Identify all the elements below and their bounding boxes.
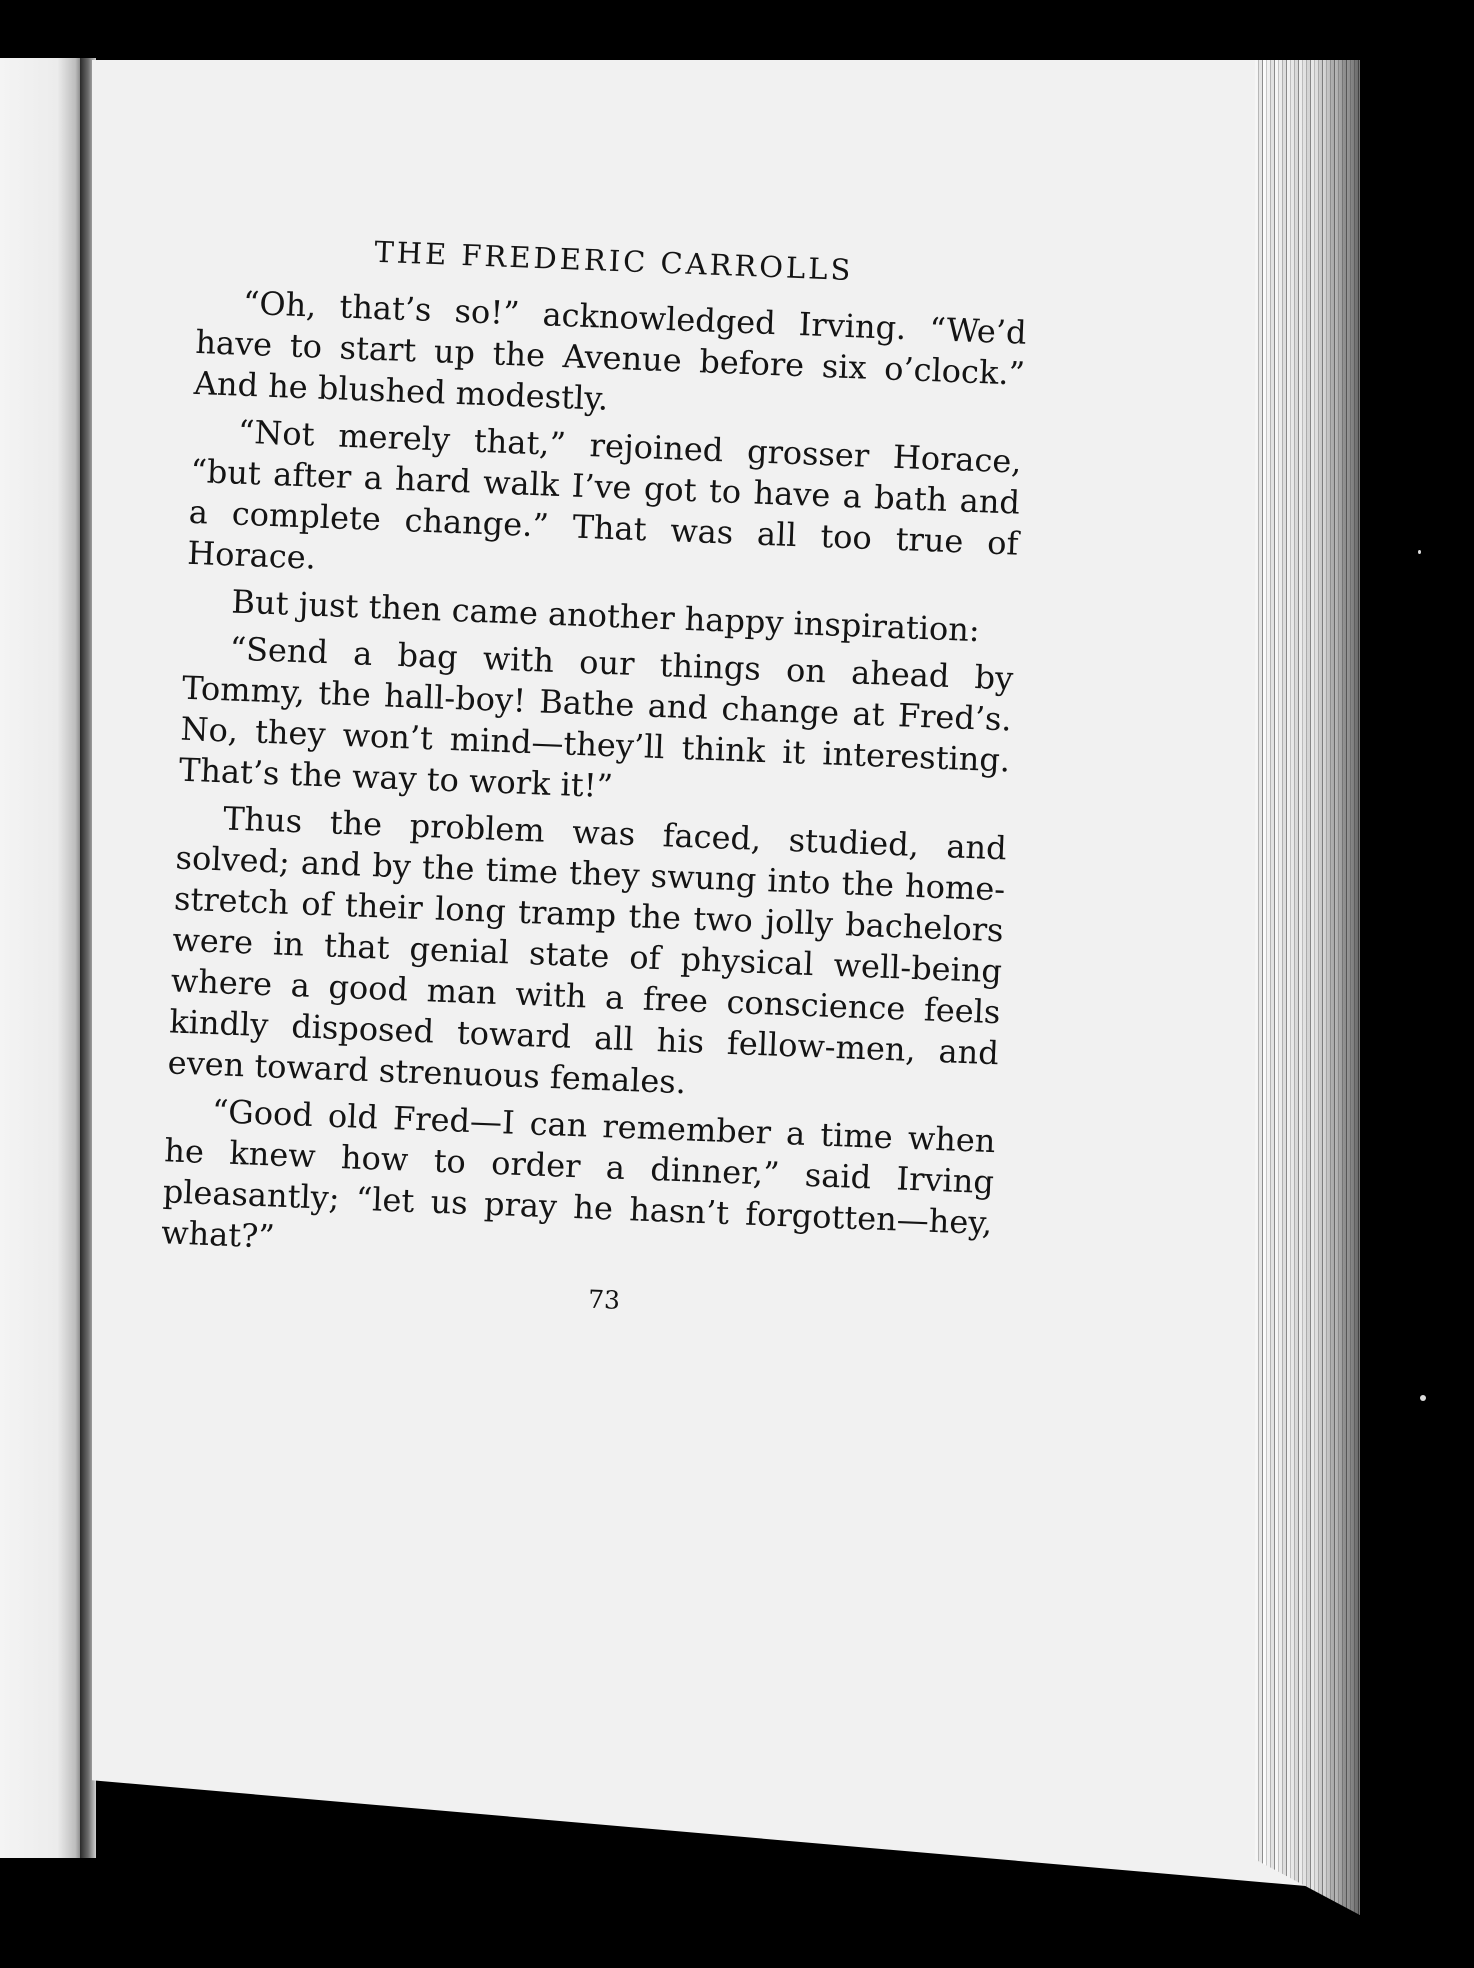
paragraph: “Oh, that’s so!” acknowledged Irving. “We’d have to start up the Avenue before six o’clock.” And he blushed modestly. [193,283,1028,418]
page-number: 73 [587,1284,621,1315]
paragraph: “Good old Fred—I can remember a time when he knew how to order a dinner,” said Irving pleasantly; “let us pray he hasn’t forgotten—hey, what?” [160,1092,997,1256]
page-text [144,225,1030,1726]
paragraph: “Send a bag with our things on ahead by Tommy, the hall-boy! Bathe and change at Fred’s. No, they won’t mind—they’ll think it interesting. That’s the way to work it!” [178,629,1014,806]
paper-speck [1418,550,1421,554]
paragraph: Thus the problem was faced, studied, and solved; and by the time they swung into the home-stretch of their long tramp the two jolly bachelors were in that genial state of physical well-being where a good man with a free conscience feels kindly disposed toward all his fellow-men, and even toward strenuous females. [167,799,1008,1102]
paragraph: “Not merely that,” rejoined grosser Horace, “but after a hard walk I’ve got to have a bath and a complete change.” That was all too true of Horace. [186,412,1023,577]
paper-speck [1420,1395,1426,1401]
page-fore-edge-shadow [1255,60,1360,1915]
previous-page-edge [0,58,82,1858]
paragraph: But just then came another happy inspiration: [230,582,981,650]
running-head: THE FREDERIC CARROLLS [373,234,855,288]
